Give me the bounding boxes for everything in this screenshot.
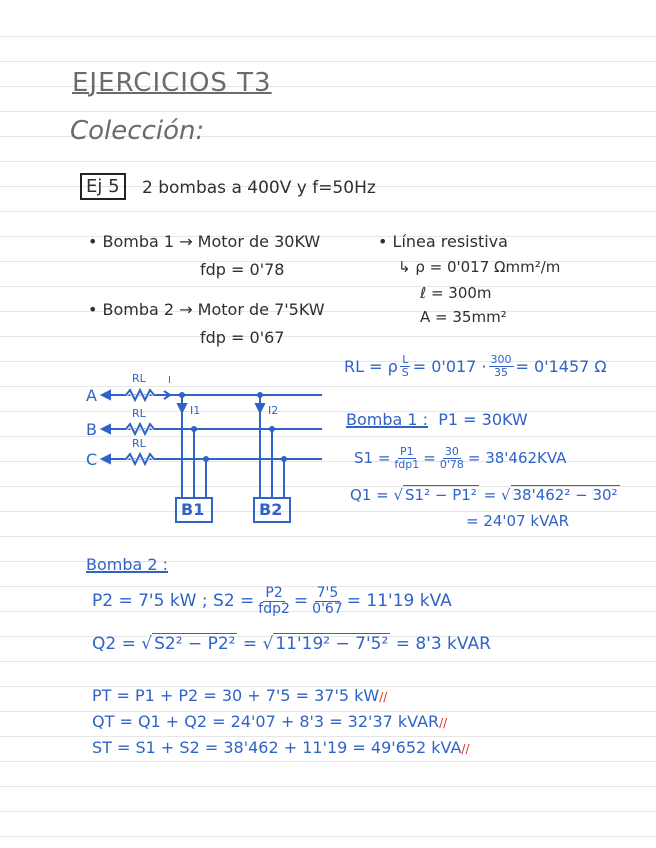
rl-lhs: RL = ρ: [344, 356, 398, 376]
current-i2-label: I2: [268, 404, 279, 417]
load-b1: B1: [181, 500, 205, 519]
resistor-label-b: RL: [132, 407, 146, 420]
bomb1-calc-heading: Bomba 1 : P1 = 30KW: [346, 410, 528, 429]
page-title: EJERCICIOS T3: [72, 68, 272, 98]
bomb2-calc-heading: Bomba 2 :: [86, 555, 169, 574]
current-label: I: [168, 375, 171, 386]
exercise-tag: Ej 5: [80, 173, 126, 200]
s1-formula: S1 = $\frac{P1}{\text{fdp1}}$ = $\frac{30}{0'78}$ = 38'462KVA: [354, 445, 567, 472]
rl-frac2: $\frac{300}{35}$: [490, 353, 512, 380]
bomb1-description: • Bomba 1 → Motor de 30KW: [88, 232, 321, 251]
page-subtitle: Colección:: [70, 116, 205, 146]
phase-a-label: A: [86, 386, 97, 405]
line-title: • Línea resistiva: [378, 232, 508, 251]
bomb2-description: • Bomba 2 → Motor de 7'5KW: [88, 300, 325, 319]
phase-b-label: B: [86, 420, 97, 439]
total-power: PT = P1 + P2 = 30 + 7'5 = 37'5 kW//: [92, 686, 388, 705]
line-rho: ↳ ρ = 0'017 Ωmm²/m: [398, 258, 561, 276]
bomb2-fdp: fdp = 0'67: [200, 328, 285, 347]
rl-frac1: $\frac{L}{S}$: [401, 353, 409, 380]
q1-result: = 24'07 kVAR: [466, 512, 570, 530]
bomb1-fdp: fdp = 0'78: [200, 260, 285, 279]
q1-formula: Q1 = √ S1² − P1² = √ 38'462² − 30²: [350, 486, 618, 504]
rl-result: = 0'1457 Ω: [515, 356, 607, 376]
line-length: ℓ = 300m: [420, 284, 492, 302]
resistor-label-c: RL: [132, 437, 146, 450]
load-b2: B2: [259, 500, 283, 519]
result-mark: //: [439, 716, 448, 730]
result-mark: //: [461, 742, 470, 756]
resistor-label-a: RL: [132, 372, 146, 385]
exercise-statement: 2 bombas a 400V y f=50Hz: [142, 178, 376, 198]
total-reactive: QT = Q1 + Q2 = 24'07 + 8'3 = 32'37 kVAR//: [92, 712, 448, 731]
rl-mid: = 0'017 ·: [412, 356, 487, 376]
line-area: A = 35mm²: [420, 308, 507, 326]
current-i1-label: I1: [190, 404, 201, 417]
result-mark: //: [379, 690, 388, 704]
total-apparent: ST = S1 + S2 = 38'462 + 11'19 = 49'652 kVA//: [92, 738, 470, 757]
p1-value: P1 = 30KW: [438, 410, 528, 429]
phase-c-label: C: [86, 450, 98, 469]
s2-formula: P2 = 7'5 kW ; S2 = $\frac{P2}{\text{fdp2}}$ = $\frac{7'5}{0'67}$ = 11'19 kVA: [92, 585, 452, 618]
q2-formula: Q2 = √ S2² − P2² = √ 11'19² − 7'5² = 8'3 kVAR: [92, 634, 491, 654]
